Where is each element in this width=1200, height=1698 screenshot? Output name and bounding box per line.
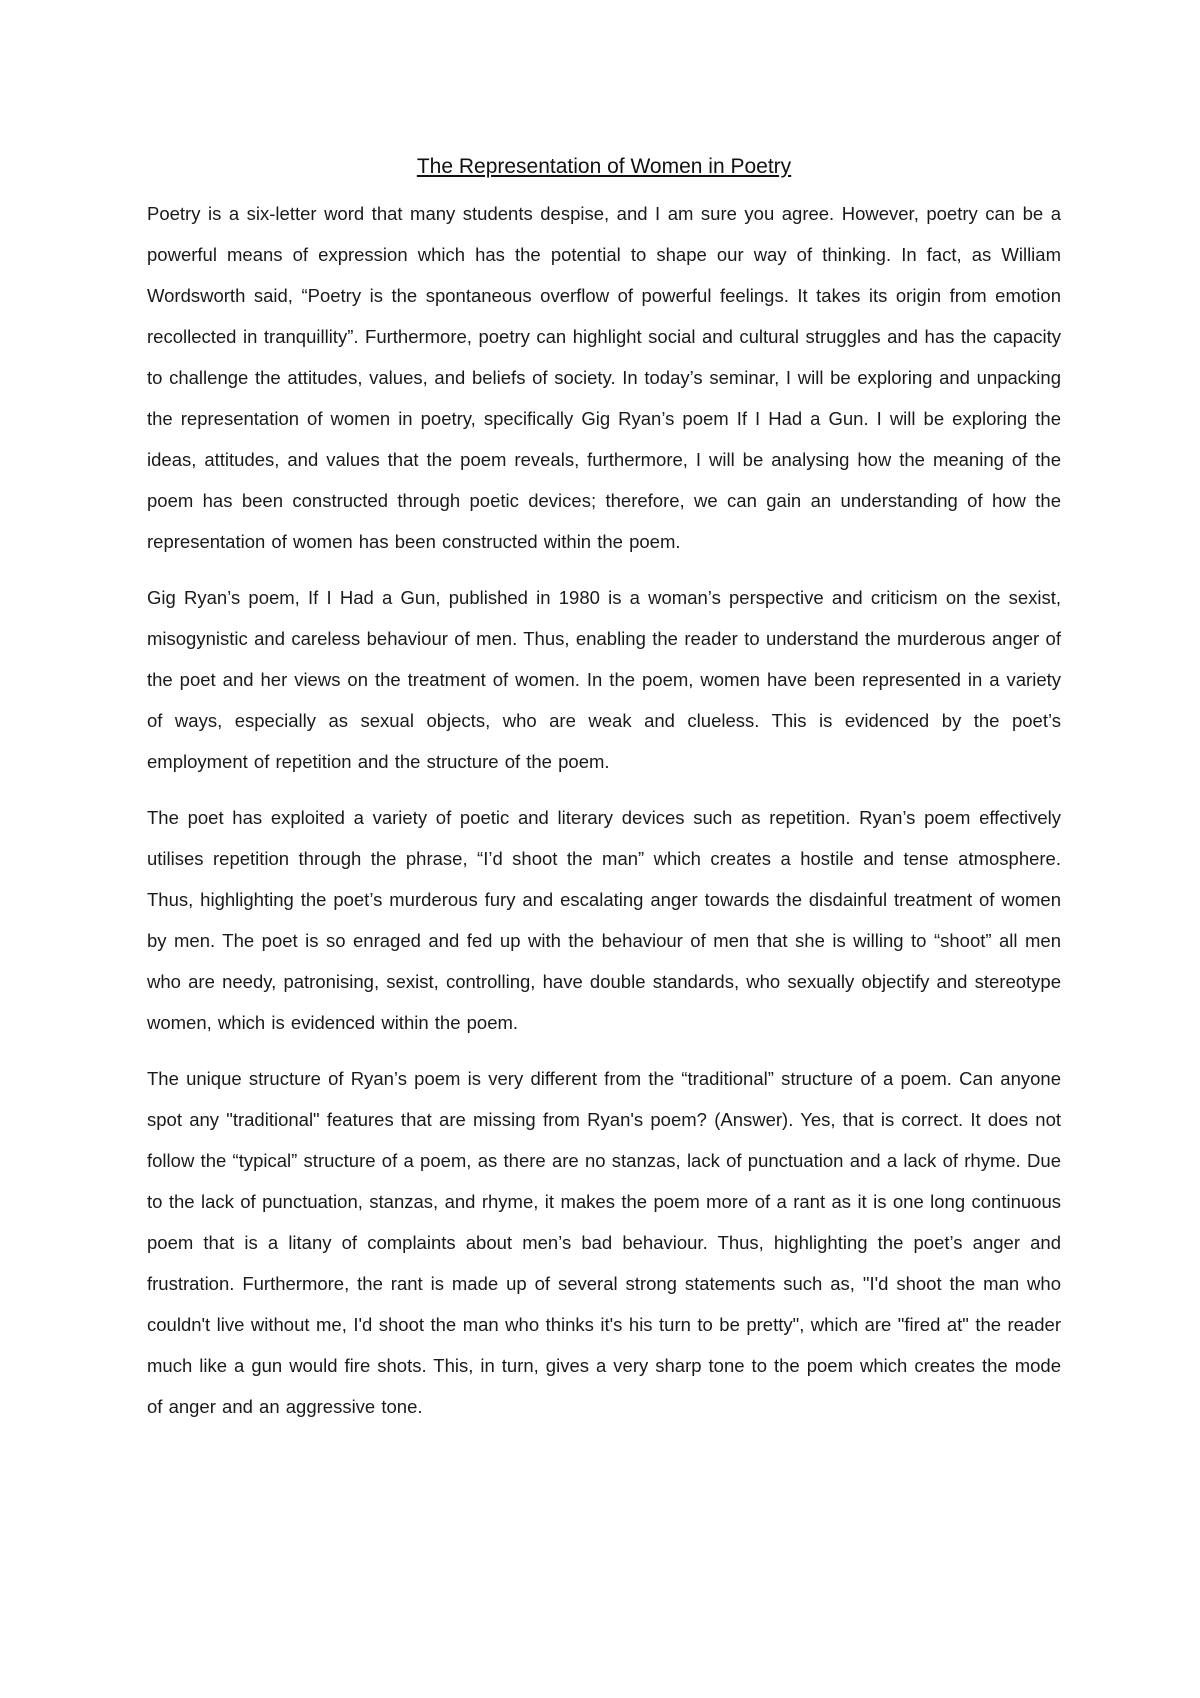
paragraph-introduction: Poetry is a six-letter word that many students despise, and I am sure you agree. However, poetry can be a powerful means of expression which has the potential to shape our way of thinking. In fact, as William Wordsworth said, “Poetry is the spontaneous overflow of powerful feelings. It takes its origin from emotion recollected in tranquillity”. Furthermore, poetry can highlight social and cultural struggles and has the capacity to challenge the attitudes, values, and beliefs of society. In today’s seminar, I will be exploring and unpacking the representation of women in poetry, specifically Gig Ryan’s poem If I Had a Gun. I will be exploring the ideas, attitudes, and values that the poem reveals, furthermore, I will be analysing how the meaning of the poem has been constructed through poetic devices; therefore, we can gain an understanding of how the representation of women has been constructed within the poem. — [147, 203, 1061, 552]
paragraph-repetition: The poet has exploited a variety of poetic and literary devices such as repetition. Ryan’s poem effectively utilises repetition through the phrase, “I’d shoot the man” which creates a hostile and tense atmosphere. Thus, highlighting the poet’s murderous fury and escalating anger towards the disdainful treatment of women by men. The poet is so enraged and fed up with the behaviour of men that she is willing to “shoot” all men who are needy, patronising, sexist, controlling, have double standards, who sexually objectify and stereotype women, which is evidenced within the poem. — [147, 807, 1061, 1033]
document-title: The Representation of Women in Poetry — [416, 155, 792, 178]
document-body — [147, 146, 1061, 1442]
paragraph-poem-overview: Gig Ryan’s poem, If I Had a Gun, published in 1980 is a woman’s perspective and criticism on the sexist, misogynistic and careless behaviour of men. Thus, enabling the reader to understand the murderous anger of the poet and her views on the treatment of women. In the poem, women have been represented in a variety of ways, especially as sexual objects, who are weak and clueless. This is evidenced by the poet’s employment of repetition and the structure of the poem. — [147, 587, 1061, 772]
paragraph-structure: The unique structure of Ryan’s poem is very different from the “traditional” structure of a poem. Can anyone spot any "traditional" features that are missing from Ryan's poem? (Answer). Yes, that is correct. It does not follow the “typical” structure of a poem, as there are no stanzas, lack of punctuation and a lack of rhyme. Due to the lack of punctuation, stanzas, and rhyme, it makes the poem more of a rant as it is one long continuous poem that is a litany of complaints about men’s bad behaviour. Thus, highlighting the poet’s anger and frustration. Furthermore, the rant is made up of several strong statements such as, "I'd shoot the man who couldn't live without me, I'd shoot the man who thinks it's his turn to be pretty", which are "fired at" the reader much like a gun would fire shots. This, in turn, gives a very sharp tone to the poem which creates the mode of anger and an aggressive tone. — [147, 1068, 1061, 1417]
